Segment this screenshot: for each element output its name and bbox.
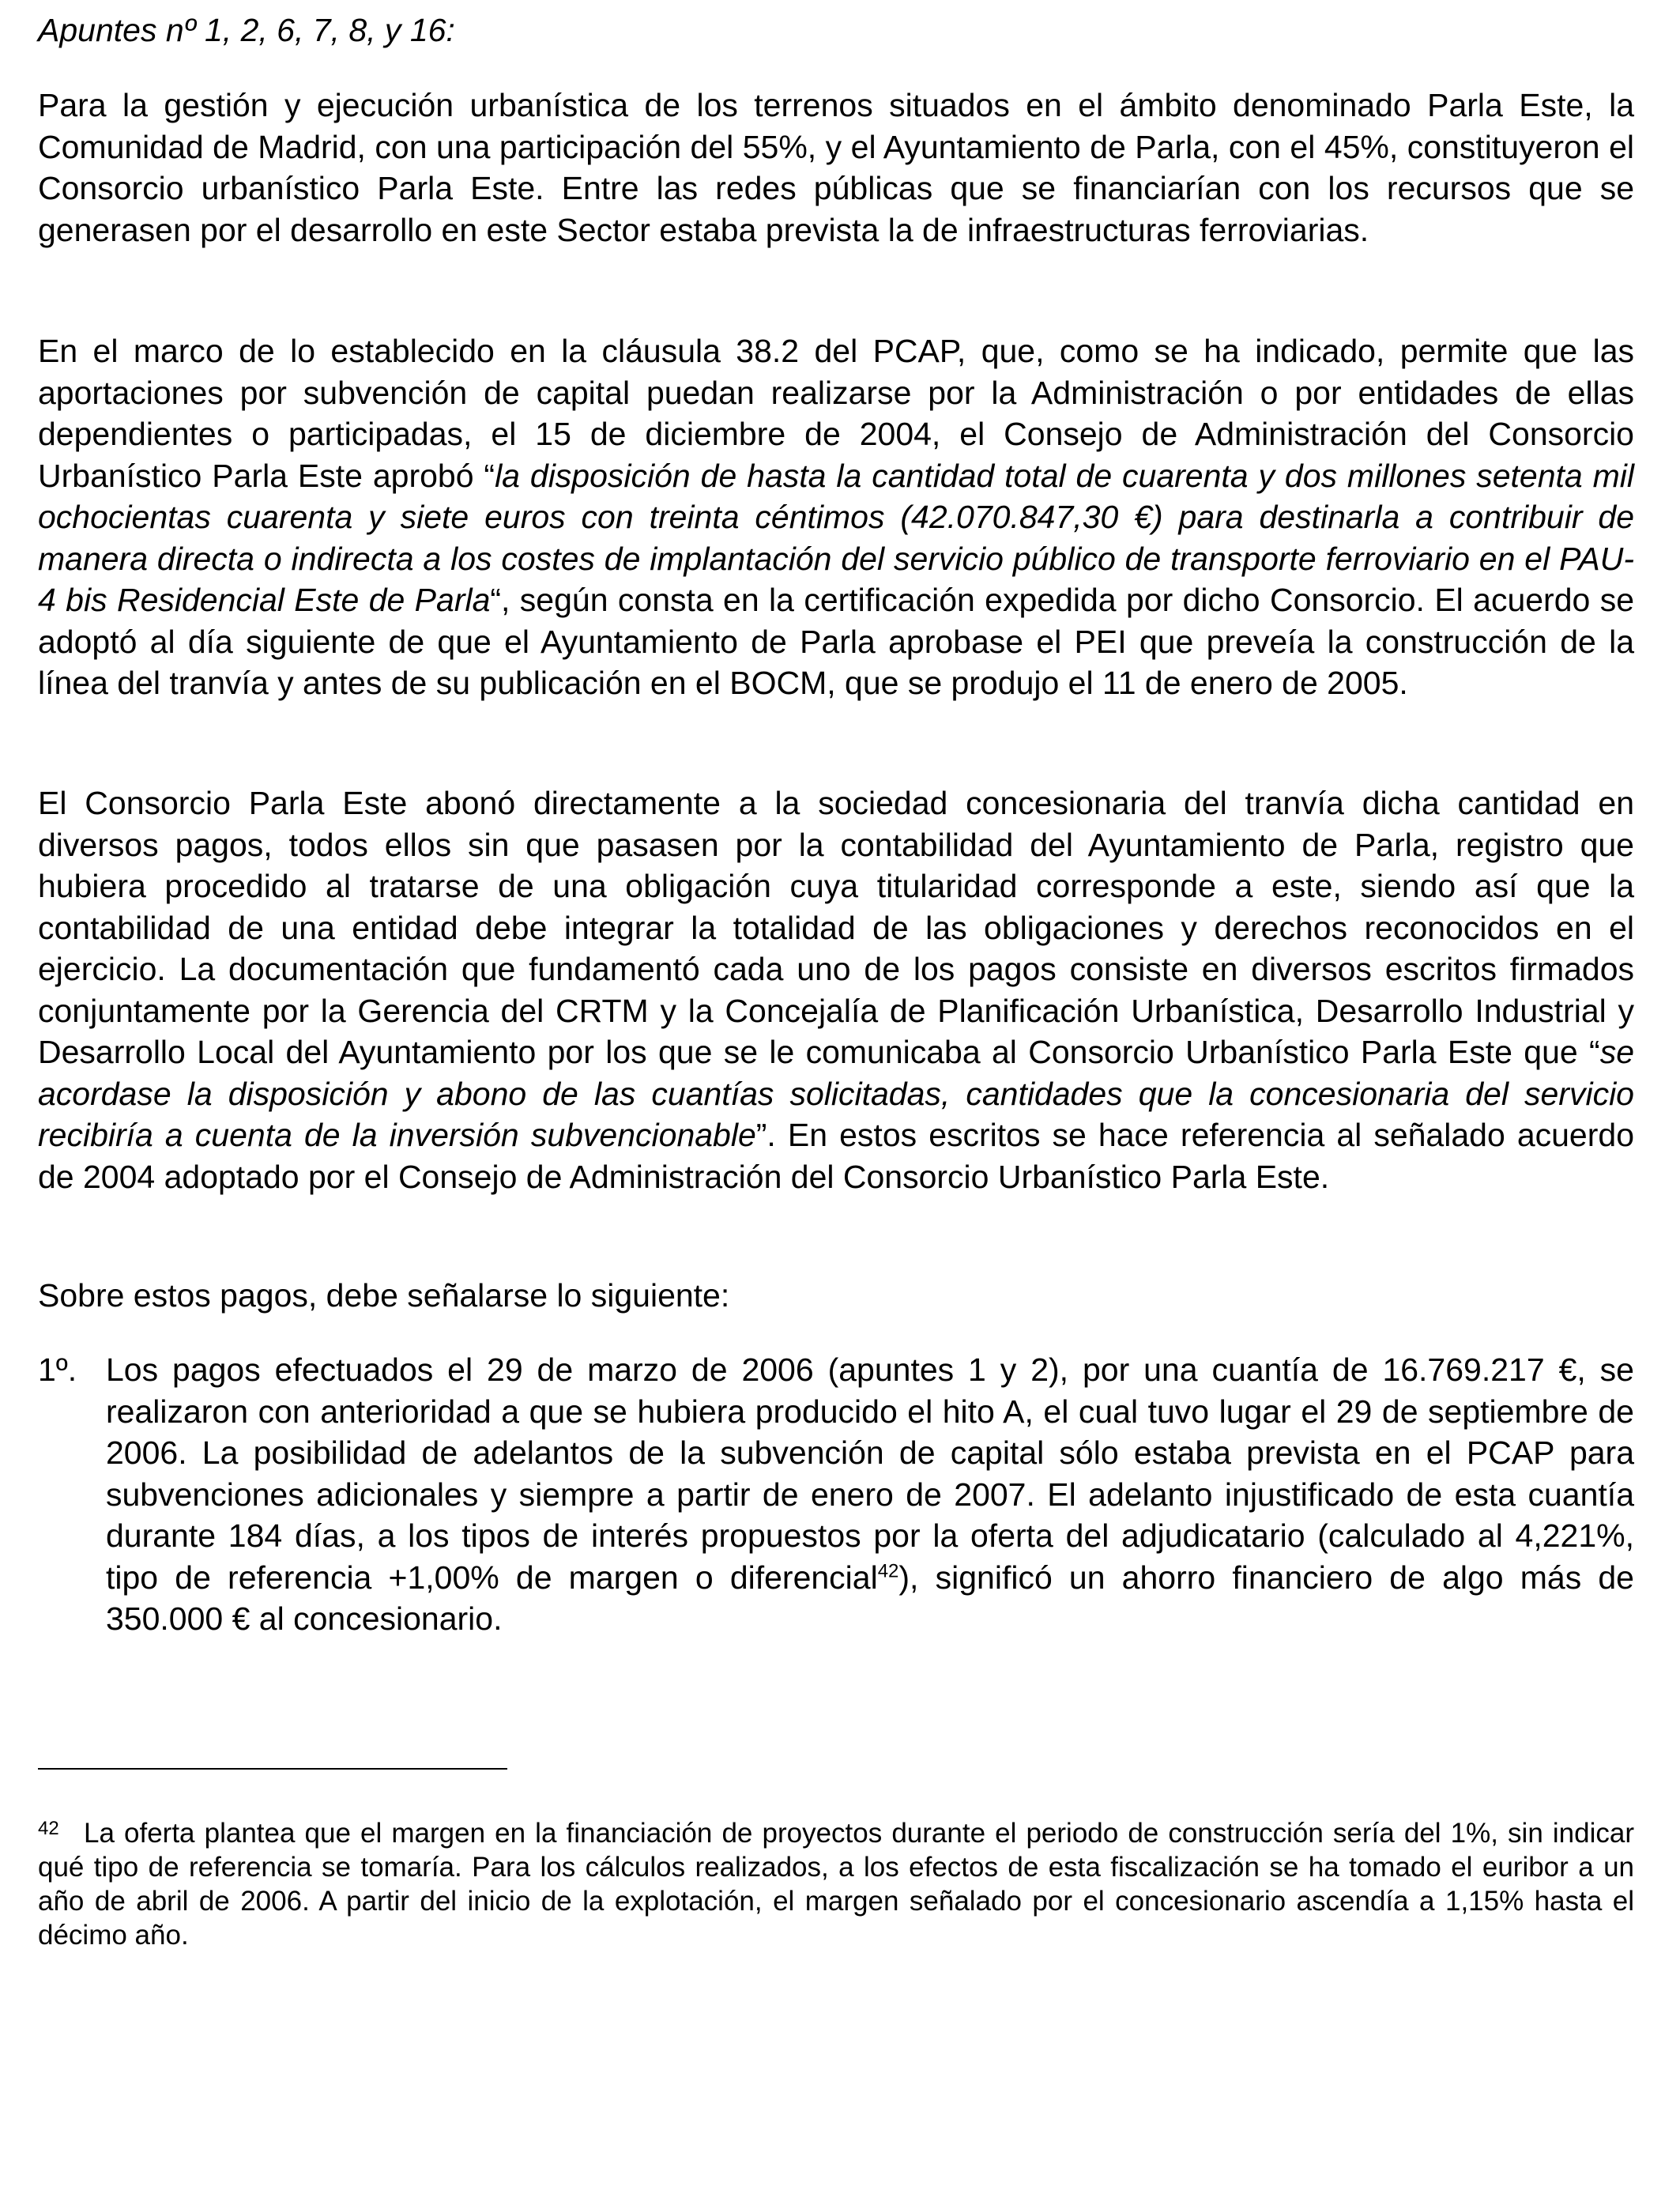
footnote-reference[interactable]: 42 xyxy=(877,1559,899,1581)
list-item-text xyxy=(106,1349,1634,1640)
quoted-text: la disposición de hasta la cantidad total de cuarenta y dos millones setenta mil ochocientas cuarenta y siete euros con treinta céntimos (42.070.847,30 €) para destinarla a contribuir de manera directa o indirecta a los costes de implantación del servicio público de transporte ferroviario en el PAU-4 bis Residencial Este de Parla xyxy=(38,457,1634,618)
paragraph-pagos-consorcio xyxy=(38,782,1634,1197)
footnote xyxy=(38,1816,1634,1952)
footnote-number: 42 xyxy=(38,1818,59,1839)
footnote-text: La oferta plantea que el margen en la financiación de proyectos durante el periodo de construcción sería del 1%, sin indicar qué tipo de referencia se tomaría. Para los cálculos realizados, a los efectos de esta fiscalización se ha tomado el euribor a un año de abril de 2006. A partir del inicio de la explotación, el margen señalado por el concesionario ascendía a 1,15% hasta el décimo año. xyxy=(38,1818,1634,1951)
footnote-separator xyxy=(38,1768,507,1770)
paragraph-consorcio-parla-este: Para la gestión y ejecución urbanística de los terrenos situados en el ámbito denominado Parla Este, la Comunidad de Madrid, con una participación del 55%, y el Ayuntamiento de Parla, con el 45%, constituyeron el Consorcio urbanístico Parla Este. Entre las redes públicas que se financiarían con los recursos que se generasen por el desarrollo en este Sector estaba prevista la de infraestructuras ferroviarias. xyxy=(38,87,1634,248)
paragraph-text: Los pagos efectuados el 29 de marzo de 2006 (apuntes 1 y 2), por una cuantía de 16.769.217 €, se realizaron con anterioridad a que se hubiera producido el hito A, el cual tuvo lugar el 29 de septiembre de 2006. La posibilidad de adelantos de la subvención de capital sólo estaba prevista en el PCAP para subvenciones adicionales y siempre a partir de enero de 2007. El adelanto injustificado de esta cuantía durante 184 días, a los tipos de interés propuestos por la oferta del adjudicatario (calculado al 4,221%, tipo de referencia +1,00% de margen o diferencial xyxy=(106,1351,1634,1596)
paragraph-text: En el marco de lo establecido en la cláusula 38.2 del PCAP, que, como se ha indicado, permite que las aportaciones por subvención de capital puedan realizarse por la Administración o por entidades de ellas dependientes o participadas, el 15 de diciembre de 2004, el Consejo de Administración del Consorcio Urbanístico Parla Este aprobó “ xyxy=(38,333,1634,494)
paragraph-text: ”. En estos escritos se hace referencia al señalado acuerdo de 2004 adoptado por el Consejo de Administración del Consorcio Urbanístico Parla Este. xyxy=(38,1117,1634,1195)
list-item-marker: 1º. xyxy=(38,1351,77,1388)
paragraph-text: “, según consta en la certificación expedida por dicho Consorcio. El acuerdo se adoptó al día siguiente de que el Ayuntamiento de Parla aprobase el PEI que preveía la construcción de la línea del tranvía y antes de su publicación en el BOCM, que se produjo el 11 de enero de 2005. xyxy=(38,582,1634,701)
paragraph-acuerdo-2004 xyxy=(38,330,1634,704)
paragraph-intro-list: Sobre estos pagos, debe señalarse lo siguiente: xyxy=(38,1277,730,1314)
paragraph-text: ), significó un ahorro financiero de algo más de 350.000 € al concesionario. xyxy=(106,1559,1634,1637)
quoted-text: se acordase la disposición y abono de las cuantías solicitadas, cantidades que la concesionaria del servicio recibiría a cuenta de la inversión subvencionable xyxy=(38,1034,1634,1153)
section-heading: Apuntes nº 1, 2, 6, 7, 8, y 16: xyxy=(38,12,455,48)
paragraph-text: El Consorcio Parla Este abonó directamente a la sociedad concesionaria del tranvía dicha cantidad en diversos pagos, todos ellos sin que pasasen por la contabilidad del Ayuntamiento de Parla, registro que hubiera procedido al tratarse de una obligación cuya titularidad corresponde a este, siendo así que la contabilidad de una entidad debe integrar la totalidad de las obligaciones y derechos reconocidos en el ejercicio. La documentación que fundamentó cada uno de los pagos consiste en diversos escritos firmados conjuntamente por la Gerencia del CRTM y la Concejalía de Planificación Urbanística, Desarrollo Industrial y Desarrollo Local del Ayuntamiento por los que se le comunicaba al Consorcio Urbanístico Parla Este que “ xyxy=(38,785,1634,1070)
